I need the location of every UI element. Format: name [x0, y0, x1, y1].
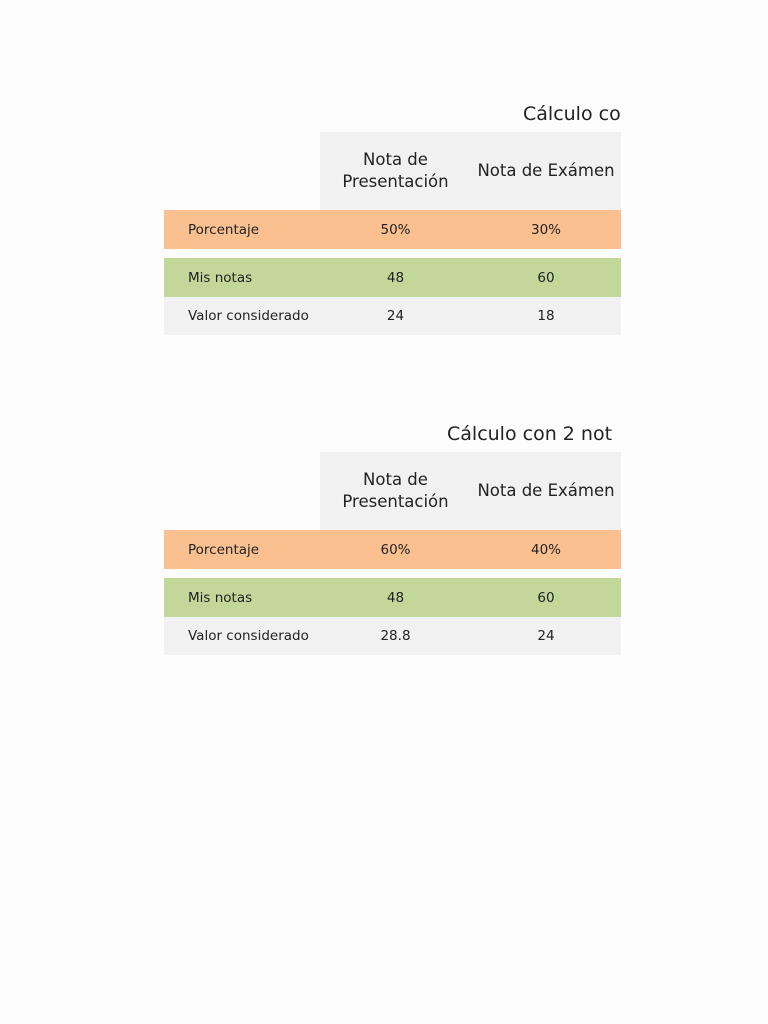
row-label: Valor considerado [188, 628, 309, 644]
row-label: Porcentaje [188, 541, 260, 558]
percentage-row [164, 530, 621, 569]
header-empty-cell [164, 452, 320, 530]
grade-table-1 [164, 96, 621, 335]
row-spacer [164, 249, 621, 258]
grade-table-2 [164, 416, 621, 655]
header-cell-exam [471, 132, 621, 210]
note-cell: 60 [537, 269, 555, 286]
row-label: Mis notas [188, 269, 253, 286]
considered-cell: 18 [537, 308, 555, 324]
header-cell-presentation [320, 132, 471, 210]
considered-cell: 24 [386, 308, 405, 324]
header-empty-cell [164, 132, 320, 210]
header-cell-presentation [320, 452, 471, 530]
percentage-cell: 60% [380, 541, 411, 558]
header-label: Nota de Presentación [342, 150, 449, 191]
considered-value-row [164, 617, 621, 655]
my-notes-row [164, 258, 621, 297]
row-label: Mis notas [188, 589, 253, 606]
percentage-row [164, 210, 621, 249]
header-label: Nota de Exámen [477, 161, 615, 180]
note-cell: 48 [386, 589, 405, 606]
considered-value-row [164, 297, 621, 335]
header-row [164, 132, 621, 210]
header-row [164, 452, 621, 530]
header-label: Nota de Presentación [342, 470, 449, 511]
percentage-cell: 40% [530, 541, 561, 558]
percentage-cell: 50% [380, 221, 411, 238]
row-label: Valor considerado [188, 308, 309, 324]
row-label: Porcentaje [188, 221, 260, 238]
my-notes-row [164, 578, 621, 617]
header-label: Nota de Exámen [477, 481, 615, 500]
table-title: Cálculo co [523, 103, 621, 125]
considered-cell: 28.8 [380, 628, 411, 644]
percentage-cell: 30% [530, 221, 561, 238]
table-title: Cálculo con 2 not [447, 423, 613, 445]
note-cell: 48 [386, 269, 405, 286]
row-spacer [164, 569, 621, 578]
note-cell: 60 [537, 589, 555, 606]
considered-cell: 24 [537, 628, 555, 644]
header-cell-exam [471, 452, 621, 530]
